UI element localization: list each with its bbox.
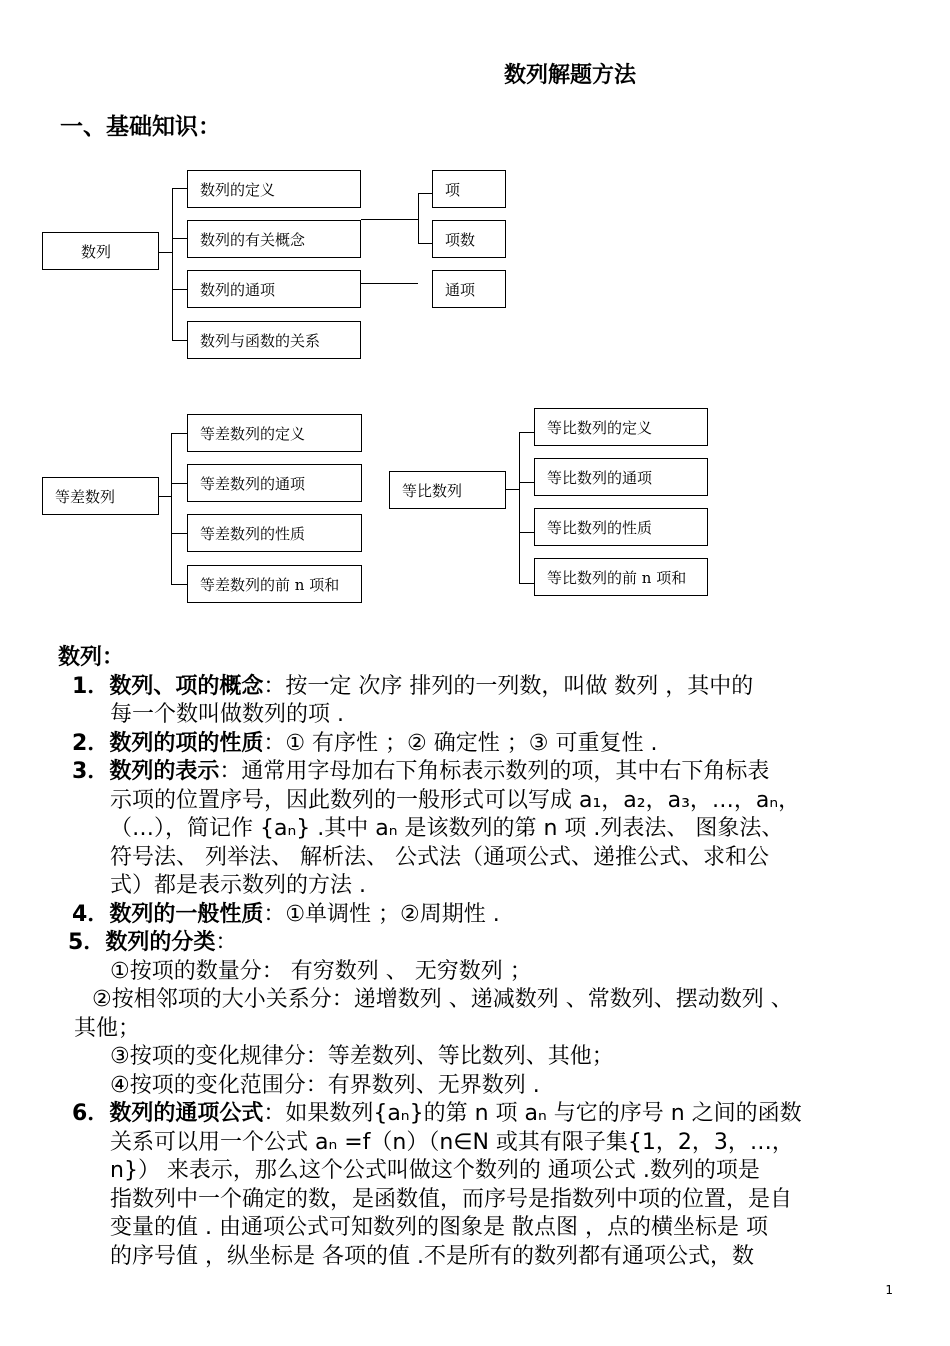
item-4: 4．数列的一般性质：①单调性 ；②周期性 .	[72, 901, 500, 927]
diagram-sub-box: 项	[432, 170, 506, 208]
diagram-item-box: 数列的定义	[187, 170, 361, 208]
diagram-item-box: 等差数列的性质	[187, 514, 362, 552]
diagram-item-box: 等差数列的前 n 项和	[187, 565, 362, 603]
diagram-item-box: 等比数列的通项	[534, 458, 708, 496]
diagram-item-box: 数列的有关概念	[187, 220, 361, 258]
diagram-item-box: 等比数列的前 n 项和	[534, 558, 708, 596]
diagram-root-box: 数列	[42, 232, 159, 270]
section-heading: 一、基础知识：	[60, 114, 221, 140]
page-number: 1	[885, 1283, 893, 1297]
body-text: 数列： 1．数列、项的概念：按一定 次序 排列的一列数，叫做 数列 ，其中的 每一个数叫做数列的项 . 2．数列的项的性质：① 有序性 ；② 确定性 ；③ 可重复性 . 3．数列的表示：通常用字母加右下角标表示数列的项，其中右下角标表 示项的位置序号，因此数列的一般形式可以写成 a₁，a₂，a₃，…，aₙ， （…），简记作 {aₙ} .其中 aₙ 是该数列的第 n 项 .列表法、 图象法、 符号法、 列举法、 解析法、 公式法（通项公式、递推公式、求和公 式）都是表示数列的方法 . 4．数列的一般性质：①单调性 ；②周期性 . 5．数列的分类： ①按项的数量分： 有穷数列 、 无穷数列 ； ②按相邻项的大小关系分：递增数列 、递减数列 、常数列、摆动数列 、 其他； ③按项的变化规律分：等差数列、等比数列、其他； ④按项的变化范围分：有界数列、无界数列 . 6．数列的通项公式：如果数列{aₙ}的第 n 项 aₙ 与它的序号 n 之间的函数 关系可以用一个公式 aₙ =f（n）（n∈N 或其有限子集{1，2，3，…， n}） 来表示，那么这个公式叫做这个数列的 通项公式 .数列的项是 指数列中一个确定的数，是函数值，而序号是指数列中项的位置，是自 变量的值 . 由通项公式可知数列的图象是 散点图 ，点的横坐标是 项 的序号值 ，纵坐标是 各项的值 .不是所有的数列都有通项公式，数	[58, 644, 898, 1271]
item-1: 1．数列、项的概念：按一定 次序 排列的一列数，叫做 数列 ，其中的	[72, 673, 754, 699]
page-title: 数列解题方法	[503, 63, 636, 88]
diagram-item-box: 数列与函数的关系	[187, 321, 361, 359]
diagram-item-box: 等差数列的定义	[187, 414, 362, 452]
diagram-root-box: 等差数列	[42, 477, 159, 515]
diagram-sub-box: 通项	[432, 270, 506, 308]
diagram-item-box: 数列的通项	[187, 270, 361, 308]
diagram-sub-box: 项数	[432, 220, 506, 258]
diagram-root-box: 等比数列	[389, 471, 506, 509]
diagram-item-box: 等差数列的通项	[187, 464, 362, 502]
diagram-item-box: 等比数列的定义	[534, 408, 708, 446]
item-2: 2．数列的项的性质：① 有序性 ；② 确定性 ；③ 可重复性 .	[72, 730, 658, 756]
body-heading: 数列：	[58, 645, 125, 670]
diagram-item-box: 等比数列的性质	[534, 508, 708, 546]
item-3: 3．数列的表示：通常用字母加右下角标表示数列的项，其中右下角标表	[72, 759, 770, 784]
item-6: 6．数列的通项公式：如果数列{aₙ}的第 n 项 aₙ 与它的序号 n 之间的函数	[72, 1101, 802, 1126]
item-5: 5．数列的分类：	[68, 930, 238, 955]
